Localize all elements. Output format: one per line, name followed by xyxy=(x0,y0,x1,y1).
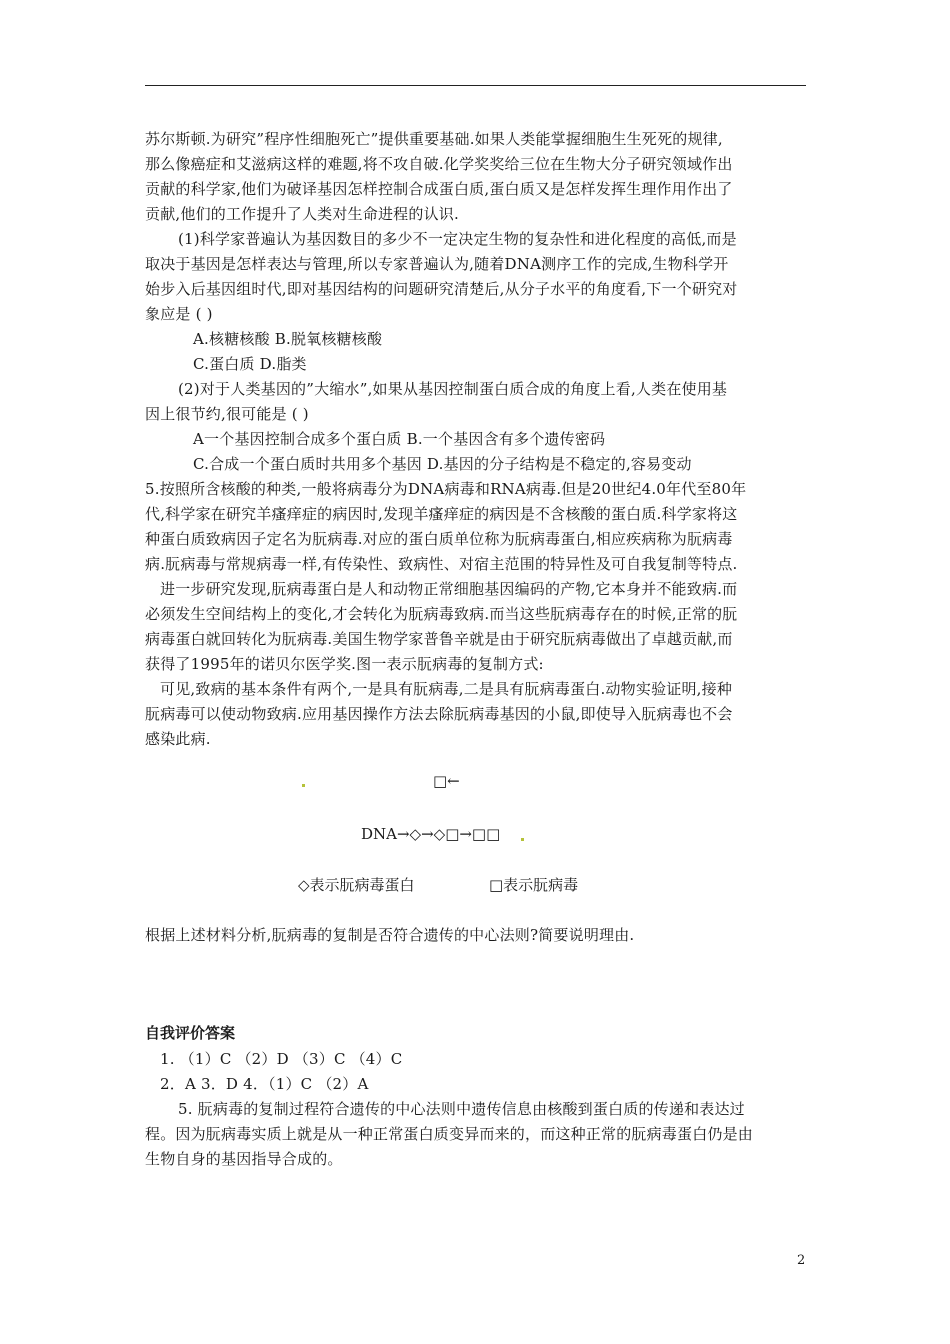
question-1-line: 取决于基因是怎样表达与管理,所以专家普遍认为,随着DNA测序工作的完成,生物科学开 xyxy=(145,255,729,273)
answer-line: 5. 朊病毒的复制过程符合遗传的中心法则中遗传信息由核酸到蛋白质的传递和表达过 xyxy=(178,1100,745,1118)
option-line: C.合成一个蛋白质时共用多个基因 D.基因的分子结构是不稳定的,容易变动 xyxy=(193,455,692,473)
question-5-line: 进一步研究发现,朊病毒蛋白是人和动物正常细胞基因编码的产物,它本身并不能致病.而 xyxy=(160,580,738,598)
question-1-line: 始步入后基因组时代,即对基因结构的问题研究清楚后,从分子水平的角度看,下一个研究对 xyxy=(145,280,738,298)
question-5-line: 5.按照所含核酸的种类,一般将病毒分为DNA病毒和RNA病毒.但是20世纪4.0年代至80年 xyxy=(145,480,747,498)
answer-line: 2．A 3．D 4．（1）C （2）A xyxy=(160,1075,369,1093)
question-5-line: 代,科学家在研究羊瘙痒症的病因时,发现羊瘙痒症的病因是不含核酸的蛋白质.科学家将这 xyxy=(145,505,738,523)
question-5-line: 朊病毒可以使动物致病.应用基因操作方法去除朊病毒基因的小鼠,即使导入朊病毒也不会 xyxy=(145,705,733,723)
question-5-line: 病毒蛋白就回转化为朊病毒.美国生物学家普鲁辛就是由于研究朊病毒做出了卓越贡献,而 xyxy=(145,630,733,648)
page-number: 2 xyxy=(797,1253,806,1268)
question-1-line: 象应是 ( ) xyxy=(145,305,213,323)
diagram-top-node: □← xyxy=(433,772,460,790)
paragraph-line: 贡献的科学家,他们为破译基因怎样控制合成蛋白质,蛋白质又是怎样发挥生理作用作出了 xyxy=(145,180,733,198)
question-5-line: 可见,致病的基本条件有两个,一是具有朊病毒,二是具有朊病毒蛋白.动物实验证明,接种 xyxy=(160,680,733,698)
question-2-line: (2)对于人类基因的”大缩水”,如果从基因控制蛋白质合成的角度上看,人类在使用基 xyxy=(178,380,728,398)
question-5-line: 获得了1995年的诺贝尔医学奖.图一表示朊病毒的复制方式: xyxy=(145,655,544,673)
option-line: A.核糖核酸 B.脱氧核糖核酸 xyxy=(193,330,383,348)
option-line: C.蛋白质 D.脂类 xyxy=(193,355,307,373)
question-5-line: 种蛋白质致病因子定名为朊病毒.对应的蛋白质单位称为朊病毒蛋白,相应疾病称为朊病毒 xyxy=(145,530,733,548)
question-5-line: 必须发生空间结构上的变化,才会转化为朊病毒致病.而当这些朊病毒存在的时候,正常的朊 xyxy=(145,605,738,623)
question-1-line: (1)科学家普遍认为基因数目的多少不一定决定生物的复杂性和进化程度的高低,而是 xyxy=(178,230,737,248)
question-2-line: 因上很节约,很可能是 ( ) xyxy=(145,405,309,423)
question-5-line: 病.朊病毒与常规病毒一样,有传染性、致病性、对宿主范围的特异性及可自我复制等特点. xyxy=(145,555,738,573)
answer-line: 生物自身的基因指导合成的。 xyxy=(145,1150,343,1168)
scan-mark xyxy=(521,838,524,841)
question-text: 根据上述材料分析,朊病毒的复制是否符合遗传的中心法则?简要说明理由. xyxy=(145,926,635,944)
question-5-line: 感染此病. xyxy=(145,730,211,748)
answer-line: 1. （1）C （2）D （3）C （4）C xyxy=(160,1050,403,1068)
paragraph-line: 贡献,他们的工作提升了人类对生命进程的认识. xyxy=(145,205,459,223)
scan-mark xyxy=(302,784,305,787)
option-line: A一个基因控制合成多个蛋白质 B.一个基因含有多个遗传密码 xyxy=(193,430,606,448)
paragraph-line: 苏尔斯顿.为研究”程序性细胞死亡”提供重要基础.如果人类能掌握细胞生生死死的规律, xyxy=(145,130,723,148)
diagram-legend-protein: ◇表示朊病毒蛋白 xyxy=(298,876,415,894)
diagram-legend-prion: □表示朊病毒 xyxy=(489,876,579,894)
diagram-chain: DNA→◇→◇□→□□ xyxy=(361,825,501,843)
answers-heading: 自我评价答案 xyxy=(145,1024,236,1042)
answer-line: 程。因为朊病毒实质上就是从一种正常蛋白质变异而来的，而这种正常的朊病毒蛋白仍是由 xyxy=(145,1125,754,1143)
header-rule xyxy=(145,85,806,86)
paragraph-line: 那么像癌症和艾滋病这样的难题,将不攻自破.化学奖奖给三位在生物大分子研究领域作出 xyxy=(145,155,733,173)
